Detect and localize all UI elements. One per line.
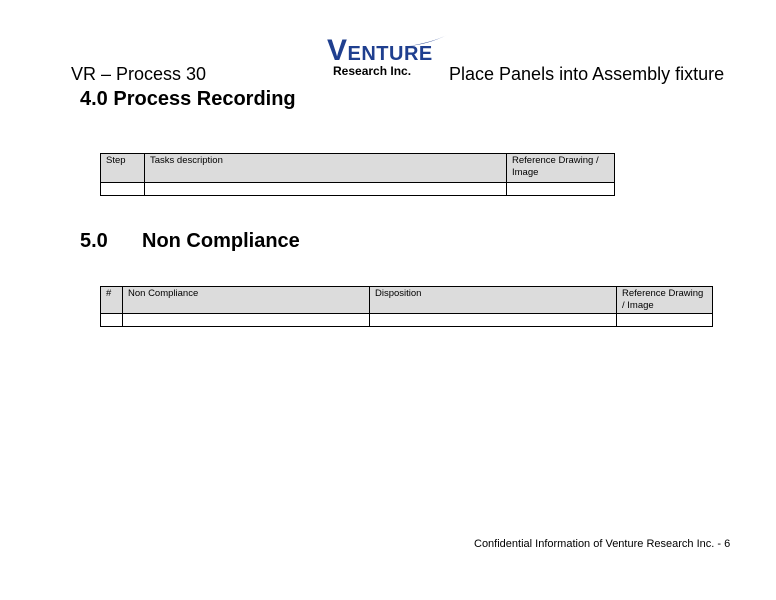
header-process-label: VR – Process 30 bbox=[71, 64, 207, 84]
table-cell bbox=[370, 314, 617, 327]
column-header-reference: Reference Drawing / Image bbox=[617, 287, 713, 314]
logo-subtitle: Research Inc. bbox=[333, 64, 412, 78]
table-cell bbox=[617, 314, 713, 327]
table-header-row bbox=[101, 287, 713, 314]
column-header-reference: Reference Drawing / Image bbox=[507, 154, 615, 183]
process-recording-table bbox=[100, 153, 615, 196]
table-row bbox=[101, 314, 713, 327]
section-4-heading: 4.0 Process Recording bbox=[80, 88, 296, 110]
table-cell bbox=[101, 314, 123, 327]
non-compliance-table bbox=[100, 286, 713, 327]
section-5-title: Non Compliance bbox=[142, 230, 300, 252]
column-header-number: # bbox=[101, 287, 123, 314]
table-cell bbox=[145, 183, 507, 196]
table-cell bbox=[507, 183, 615, 196]
table-cell bbox=[123, 314, 370, 327]
venture-research-logo bbox=[327, 34, 449, 80]
section-5-number: 5.0 bbox=[80, 230, 108, 252]
logo-wordmark: VENTURE bbox=[327, 34, 433, 67]
column-header-tasks: Tasks description bbox=[145, 154, 507, 183]
table-row bbox=[101, 183, 615, 196]
column-header-step: Step bbox=[101, 154, 145, 183]
table-cell bbox=[101, 183, 145, 196]
column-header-non-compliance: Non Compliance bbox=[123, 287, 370, 314]
header-process-title: Place Panels into Assembly fixture bbox=[449, 64, 725, 84]
table-header-row bbox=[101, 154, 615, 183]
section-5-heading bbox=[80, 230, 300, 253]
footer-confidential-note: Confidential Information of Venture Research Inc. - 6 bbox=[474, 538, 731, 550]
column-header-disposition: Disposition bbox=[370, 287, 617, 314]
logo-swoosh-icon bbox=[407, 34, 449, 48]
